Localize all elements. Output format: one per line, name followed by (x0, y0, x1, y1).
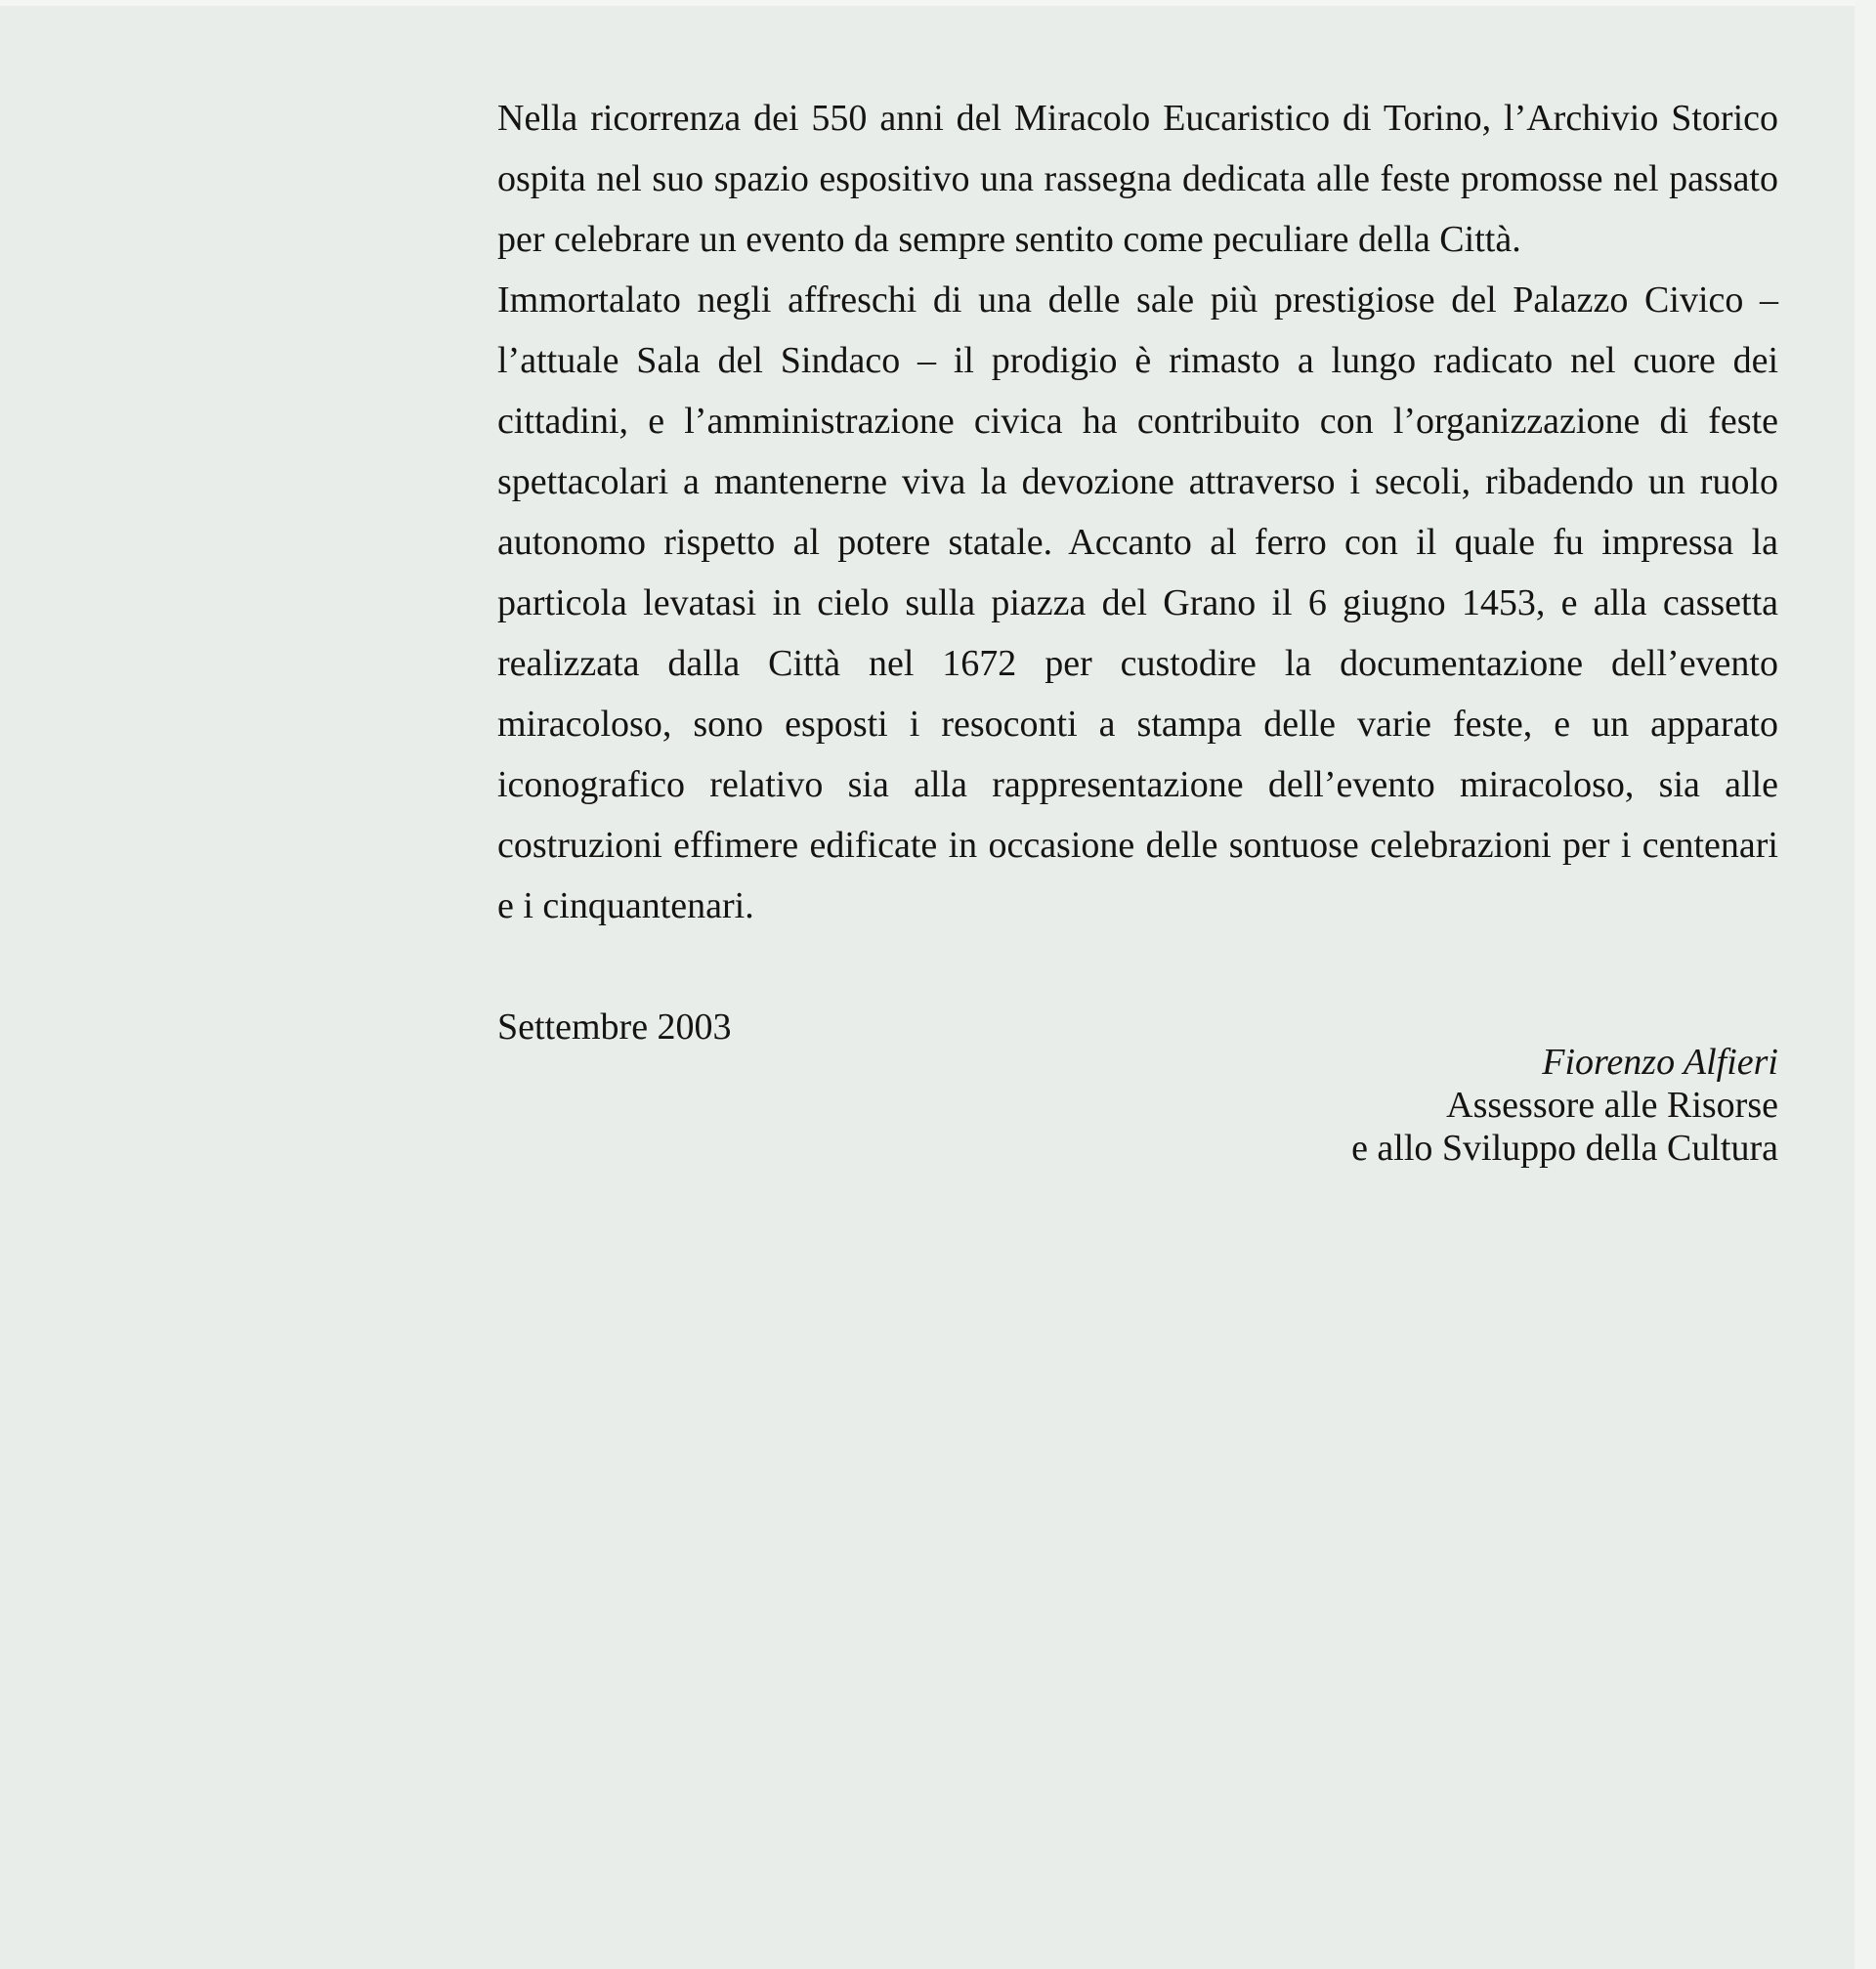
paragraph-main: Immortalato negli affreschi di una delle sale più prestigiose del Palazzo Civico – l’attuale Sala del Sindaco – il prodigio è rimasto a lungo radicato nel cuore dei cittadini, e l’amministrazione civica ha contribuito con l’organizzazione di feste spettacolari a mantenerne viva la devozione attraverso i secoli, ribadendo un ruolo autonomo rispetto al potere statale. Accanto al ferro con il quale fu impressa la particola levatasi in cielo sulla piazza del Grano il 6 giugno 1453, e alla cassetta realizzata dalla Città nel 1672 per custodire la documentazione dell’evento miracoloso, sono esposti i resoconti a stampa delle varie feste, e un apparato iconografico relativo sia alla rappresentazione dell’evento miracoloso, sia alle costruzioni effimere edificate in occasione delle sontuose celebrazioni per i centenari e i cinquantenari. (497, 279, 1778, 926)
document-date: Settembre 2003 (497, 1006, 732, 1048)
signature-block (497, 1041, 1778, 1170)
signature-title-1: Assessore alle Risorse (1446, 1085, 1778, 1126)
signature-title-2: e allo Sviluppo della Cultura (1351, 1128, 1778, 1169)
paragraph-intro: Nella ricorrenza dei 550 anni del Miracolo Eucaristico di Torino, l’Archivio Storico ospita nel suo spazio espositivo una rassegna dedicata alle feste promosse nel passato per celebrare un evento da sempre sentito come peculiare della Città. (497, 98, 1778, 260)
page-edge (0, 0, 1876, 6)
page-edge (1855, 0, 1876, 1969)
signature-name: Fiorenzo Alfieri (1542, 1042, 1778, 1083)
body-text (497, 88, 1778, 1057)
